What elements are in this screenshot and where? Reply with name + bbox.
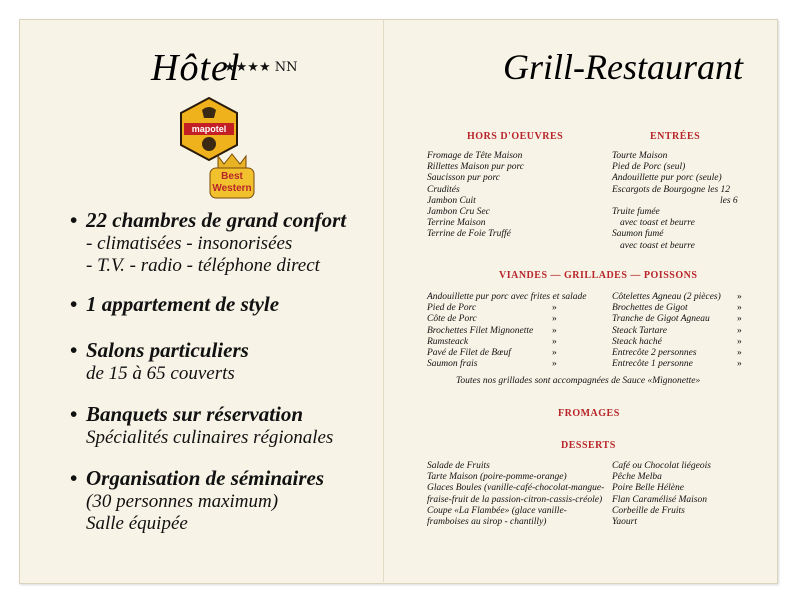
menu-item: Escargots de Bourgogne les 12	[612, 184, 731, 195]
menu-item: Café ou Chocolat liégeois	[612, 461, 711, 471]
bullet-icon: •	[70, 292, 78, 316]
feature-apartment	[70, 292, 279, 317]
best-western-logo	[206, 150, 258, 202]
menu-item: Entrecôte 1 personne	[612, 359, 693, 370]
hotel-rating: ★★★★ NN	[224, 60, 298, 75]
heading-entrees: ENTRÉES	[650, 131, 701, 142]
menu-item: Pêche Melba	[612, 472, 662, 483]
menu-item: Steack Tartare	[612, 325, 667, 336]
menu-item: Brochettes de Gigot	[612, 303, 688, 314]
menu-item: fraise-fruit de la passion-citron-cassis-créole)	[427, 494, 603, 505]
feature-main: 1 appartement de style	[86, 292, 280, 316]
feature-sub: de 15 à 65 couverts	[86, 363, 235, 384]
menu-item: Pied de Porc (seul)	[612, 162, 686, 173]
grillades-note: Toutes nos grillades sont accompagnées de Sauce «Mignonette»	[456, 376, 701, 386]
menu-item: Rillettes Maison pur porc	[427, 162, 525, 173]
menu-item: Brochettes Filet Mignonette	[427, 325, 534, 336]
ditto-mark: »	[737, 348, 742, 358]
bullet-icon: •	[70, 208, 78, 232]
menu-item: Corbeille de Fruits	[612, 505, 685, 516]
menu-item: Saumon frais	[427, 359, 478, 370]
feature-sub: Spécialités culinaires régionales	[86, 427, 334, 448]
menu-item: Andouillette pur porc (seule)	[612, 173, 722, 184]
fold-line	[383, 19, 384, 582]
menu-item: Tranche de Gigot Agneau	[612, 314, 710, 325]
ditto-mark: »	[737, 359, 742, 370]
menu-item: Fromage de Tête Maison	[427, 151, 523, 161]
menu-item: Pied de Porc	[427, 303, 477, 314]
menu-item: Côte de Porc	[427, 314, 477, 325]
menu-item: Côtelettes Agneau (2 pièces)	[612, 292, 721, 302]
menu-item: Flan Caramélisé Maison	[612, 494, 707, 505]
menu-item: Tarte Maison (poire-pomme-orange)	[427, 472, 567, 483]
ditto-mark: »	[737, 292, 742, 302]
menu-item: Jambon Cuit	[427, 195, 476, 206]
menu-item: Pavé de Filet de Bœuf	[427, 348, 511, 358]
bullet-icon: •	[70, 338, 78, 362]
menu-item: Yaourt	[612, 517, 637, 527]
hotel-title: Hôtel	[151, 47, 241, 89]
menu-item: Terrine Maison	[427, 218, 486, 229]
bullet-icon: •	[70, 402, 78, 426]
feature-banquets	[70, 402, 333, 449]
feature-seminars	[70, 466, 324, 535]
menu-item: Glaces Boules (vanille-café-chocolat-mangue-	[427, 483, 605, 494]
feature-main: 22 chambres de grand confort	[86, 208, 347, 232]
heading-desserts: DESSERTS	[561, 440, 616, 451]
menu-item: Tourte Maison	[612, 151, 668, 161]
menu-item: Poire Belle Hélène	[612, 483, 684, 494]
ditto-mark: »	[737, 314, 742, 325]
menu-item: avec toast et beurre	[620, 218, 695, 229]
ditto-mark: »	[552, 348, 557, 358]
feature-sub: - T.V. - radio - téléphone direct	[86, 255, 320, 276]
restaurant-title: Grill-Restaurant	[503, 47, 743, 87]
menu-item: Saucisson pur porc	[427, 173, 501, 184]
menu-item: Terrine de Foie Truffé	[427, 229, 511, 240]
bullet-icon: •	[70, 466, 78, 490]
menu-item: Rumsteack	[427, 336, 469, 347]
menu-item: Salade de Fruits	[427, 461, 490, 471]
menu-item: Steack haché	[612, 336, 662, 347]
feature-salons	[70, 338, 249, 385]
feature-sub: Salle équipée	[86, 513, 188, 534]
ditto-mark: »	[737, 336, 742, 347]
menu-item: avec toast et beurre	[620, 240, 695, 251]
feature-main: Organisation de séminaires	[86, 466, 325, 490]
menu-item: Jambon Cru Sec	[427, 207, 490, 217]
feature-sub: - climatisées - insonorisées	[86, 233, 293, 254]
menu-item: framboises au sirop - chantilly)	[427, 517, 547, 527]
menu-item: les 6	[720, 195, 738, 206]
menu-item: Entrecôte 2 personnes	[612, 348, 697, 358]
feature-main: Banquets sur réservation	[86, 402, 304, 426]
menu-item: Andouillette pur porc avec frites et salade	[427, 292, 587, 302]
heading-fromages: FROMAGES	[558, 408, 620, 419]
ditto-mark: »	[737, 325, 742, 336]
feature-main: Salons particuliers	[86, 338, 249, 362]
best-western-text-1: Best	[221, 171, 243, 182]
feature-rooms	[70, 208, 346, 277]
best-western-text-2: Western	[212, 183, 252, 194]
heading-viandes: VIANDES — GRILLADES — POISSONS	[499, 270, 698, 281]
menu-item: Saumon fumé	[612, 229, 664, 240]
mapotel-text: mapotel	[191, 124, 227, 134]
ditto-mark: »	[737, 303, 742, 314]
menu-item: Coupe «La Flambée» (glace vanille-	[427, 505, 567, 516]
menu-item: Crudités	[427, 184, 460, 195]
heading-hors-doeuvres: HORS D'OEUVRES	[467, 131, 564, 142]
feature-sub: (30 personnes maximum)	[86, 491, 279, 512]
ditto-mark: »	[552, 314, 557, 325]
ditto-mark: »	[552, 303, 557, 314]
ditto-mark: »	[552, 325, 557, 336]
ditto-mark: »	[552, 336, 557, 347]
ditto-mark: »	[552, 359, 557, 370]
menu-item: Truite fumée	[612, 207, 660, 217]
